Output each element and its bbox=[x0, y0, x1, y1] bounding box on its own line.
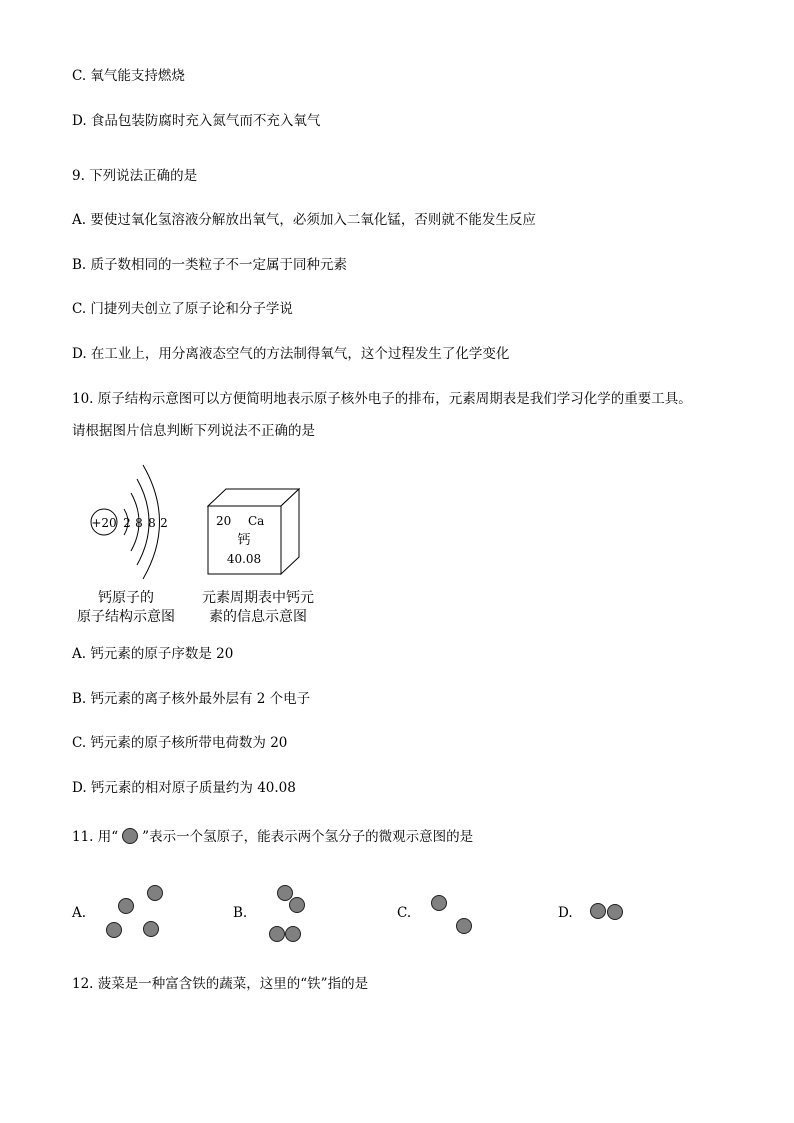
q10-option-a: A. 钙元素的原子序数是 20 bbox=[72, 646, 234, 662]
atom-caption-line2: 原子结构示意图 bbox=[77, 609, 175, 625]
hydrogen-atom-icon bbox=[431, 895, 447, 911]
hydrogen-atom-icon bbox=[289, 897, 305, 913]
q10-option-d: D. 钙元素的相对原子质量约为 40.08 bbox=[72, 780, 296, 796]
shell-electrons-3: 8 bbox=[148, 516, 156, 530]
calcium-atom-structure-diagram bbox=[80, 455, 190, 585]
nucleus-charge: +20 bbox=[91, 516, 117, 530]
q11-option-a-label: A. bbox=[72, 905, 87, 921]
cell-caption-line1: 元素周期表中钙元 bbox=[202, 590, 314, 606]
hydrogen-atom-icon bbox=[456, 918, 472, 934]
q12-stem: 12. 菠菜是一种富含铁的蔬菜，这里的“铁”指的是 bbox=[72, 976, 369, 992]
q8-option-c: C. 氧气能支持燃烧 bbox=[72, 68, 185, 84]
periodic-cell-caption bbox=[194, 589, 322, 627]
q10-option-b: B. 钙元素的离子核外最外层有 2 个电子 bbox=[72, 691, 311, 707]
q9-option-b: B. 质子数相同的一类粒子不一定属于同种元素 bbox=[72, 257, 348, 273]
q9-stem: 9. 下列说法正确的是 bbox=[72, 168, 198, 184]
atom-caption-line1: 钙原子的 bbox=[98, 590, 154, 606]
calcium-periodic-cell-diagram bbox=[200, 486, 305, 578]
q11-option-c-label: C. bbox=[397, 905, 412, 921]
q9-option-d: D. 在工业上，用分离液态空气的方法制得氧气，这个过程发生了化学变化 bbox=[72, 346, 510, 362]
q10-stem-line1: 10. 原子结构示意图可以方便简明地表示原子核外电子的排布，元素周期表是我们学习化学的重要工具。 bbox=[72, 391, 692, 407]
shell-electrons-2: 8 bbox=[135, 516, 143, 530]
q9-option-c: C. 门捷列夫创立了原子论和分子学说 bbox=[72, 301, 293, 317]
hydrogen-atom-icon bbox=[143, 921, 159, 937]
shell-electrons-4: 2 bbox=[160, 516, 168, 530]
cell-caption-line2: 素的信息示意图 bbox=[209, 609, 307, 625]
hydrogen-atom-icon bbox=[147, 885, 163, 901]
hydrogen-atom-icon bbox=[285, 926, 301, 942]
hydrogen-atom-icon bbox=[118, 898, 134, 914]
q10-option-c: C. 钙元素的原子核所带电荷数为 20 bbox=[72, 735, 288, 751]
q8-option-d: D. 食品包装防腐时充入氮气而不充入氧气 bbox=[72, 113, 321, 129]
hydrogen-atom-icon bbox=[269, 926, 285, 942]
q11-stem-before: 11. 用“ bbox=[72, 829, 119, 845]
q11-option-b-label: B. bbox=[233, 905, 248, 921]
hydrogen-atom-icon bbox=[122, 828, 138, 844]
q11-stem bbox=[72, 828, 473, 846]
q10-stem-line2: 请根据图片信息判断下列说法不正确的是 bbox=[72, 423, 315, 439]
atom-diagram-caption bbox=[66, 589, 186, 627]
cell-element-name: 钙 bbox=[237, 533, 251, 548]
shell-electrons-1: 2 bbox=[123, 516, 131, 530]
hydrogen-atom-icon bbox=[106, 922, 122, 938]
hydrogen-atom-icon bbox=[607, 904, 623, 920]
cell-atomic-number: 20 bbox=[216, 514, 232, 528]
q9-option-a: A. 要使过氧化氢溶液分解放出氧气，必须加入二氧化锰，否则就不能发生反应 bbox=[72, 212, 536, 228]
hydrogen-atom-icon bbox=[590, 903, 606, 919]
cell-atomic-mass: 40.08 bbox=[226, 552, 262, 566]
q11-stem-after: ”表示一个氢原子，能表示两个氢分子的微观示意图的是 bbox=[142, 829, 474, 845]
q11-option-d-label: D. bbox=[558, 905, 573, 921]
cell-symbol: Ca bbox=[248, 514, 265, 528]
